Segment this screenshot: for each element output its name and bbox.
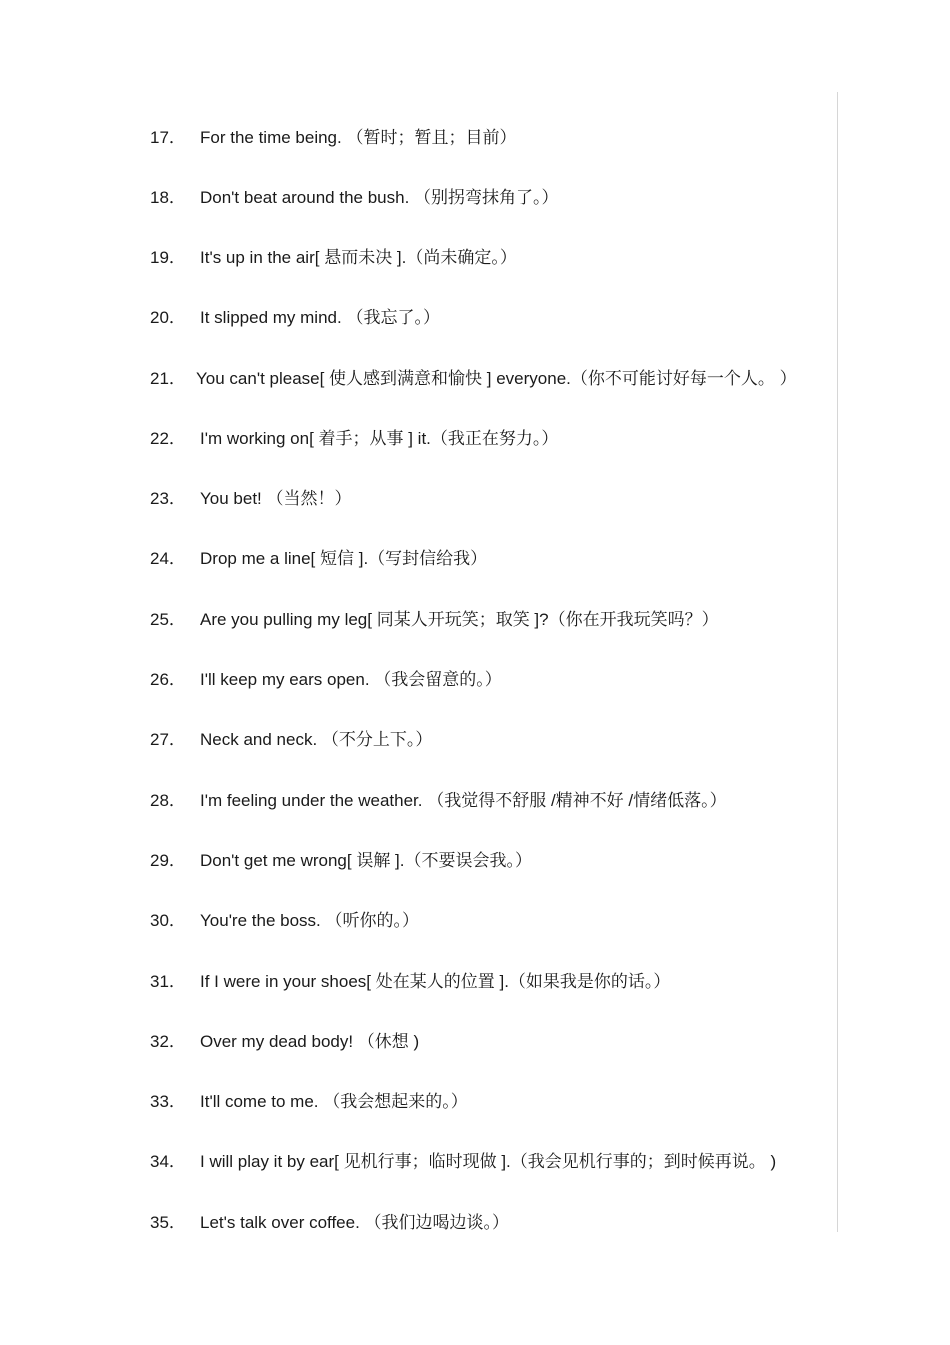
item-number: 28．	[150, 791, 186, 810]
item-text: You bet! （当然！）	[200, 489, 352, 508]
list-item	[150, 126, 516, 150]
item-number: 31．	[150, 972, 186, 991]
list-item	[150, 849, 532, 873]
item-text: You're the boss. （听你的。）	[200, 911, 419, 930]
item-number: 20．	[150, 308, 186, 327]
list-item	[150, 367, 797, 391]
item-number: 19．	[150, 248, 186, 267]
list-item	[150, 186, 559, 210]
item-number: 22．	[150, 429, 186, 448]
item-text: It's up in the air[ 悬而未决 ].（尚未确定。）	[200, 248, 517, 267]
item-text: I'm working on[ 着手；从事 ] it.（我正在努力。）	[200, 429, 559, 448]
item-text: Let's talk over coffee. （我们边喝边谈。）	[200, 1213, 510, 1232]
item-number: 34．	[150, 1152, 186, 1171]
item-text: If I were in your shoes[ 处在某人的位置 ].（如果我是你的话。）	[200, 972, 671, 991]
item-text: I'll keep my ears open. （我会留意的。）	[200, 670, 502, 689]
list-item	[150, 789, 727, 813]
item-number: 32．	[150, 1032, 186, 1051]
list-item	[150, 608, 719, 632]
item-text: Over my dead body! （休想 )	[200, 1032, 420, 1051]
item-number: 27．	[150, 730, 186, 749]
list-item	[150, 668, 502, 692]
item-number: 30．	[150, 911, 186, 930]
list-item	[150, 547, 487, 571]
item-number: 33．	[150, 1092, 186, 1111]
item-number: 23．	[150, 489, 186, 508]
item-number: 24．	[150, 549, 186, 568]
list-item	[150, 1150, 776, 1174]
item-text: Drop me a line[ 短信 ].（写封信给我）	[200, 549, 488, 568]
list-item	[150, 728, 432, 752]
list-item	[150, 1030, 419, 1054]
list-item	[150, 246, 517, 270]
item-text: Neck and neck. （不分上下。）	[200, 730, 433, 749]
list-item	[150, 487, 352, 511]
item-text: Don't get me wrong[ 误解 ].（不要误会我。）	[200, 851, 532, 870]
item-text: You can't please[ 使人感到满意和愉快 ] everyone.（你不可能讨好每一个人。 ）	[196, 369, 797, 388]
item-number: 29．	[150, 851, 186, 870]
list-item	[150, 306, 440, 330]
item-number: 25．	[150, 610, 186, 629]
item-text: It slipped my mind. （我忘了。）	[200, 308, 440, 327]
list-item	[150, 1211, 509, 1235]
item-text: Don't beat around the bush. （别拐弯抹角了。）	[200, 188, 559, 207]
item-text: For the time being. （暂时；暂且；目前）	[200, 128, 517, 147]
list-item	[150, 970, 670, 994]
list-item	[150, 427, 558, 451]
item-text: I will play it by ear[ 见机行事；临时现做 ].（我会见机行事的；到时候再说。 )	[200, 1152, 777, 1171]
item-number: 26．	[150, 670, 186, 689]
item-text: It'll come to me. （我会想起来的。）	[200, 1092, 468, 1111]
item-number: 17．	[150, 128, 186, 147]
list-item	[150, 909, 419, 933]
item-number: 18．	[150, 188, 186, 207]
list-item	[150, 1090, 468, 1114]
item-number: 35．	[150, 1213, 186, 1232]
item-number: 21．	[150, 369, 186, 388]
item-text: Are you pulling my leg[ 同某人开玩笑；取笑 ]?（你在开我玩笑吗？）	[200, 610, 719, 629]
item-text: I'm feeling under the weather. （我觉得不舒服 /精神不好 /情绪低落。）	[200, 791, 727, 810]
